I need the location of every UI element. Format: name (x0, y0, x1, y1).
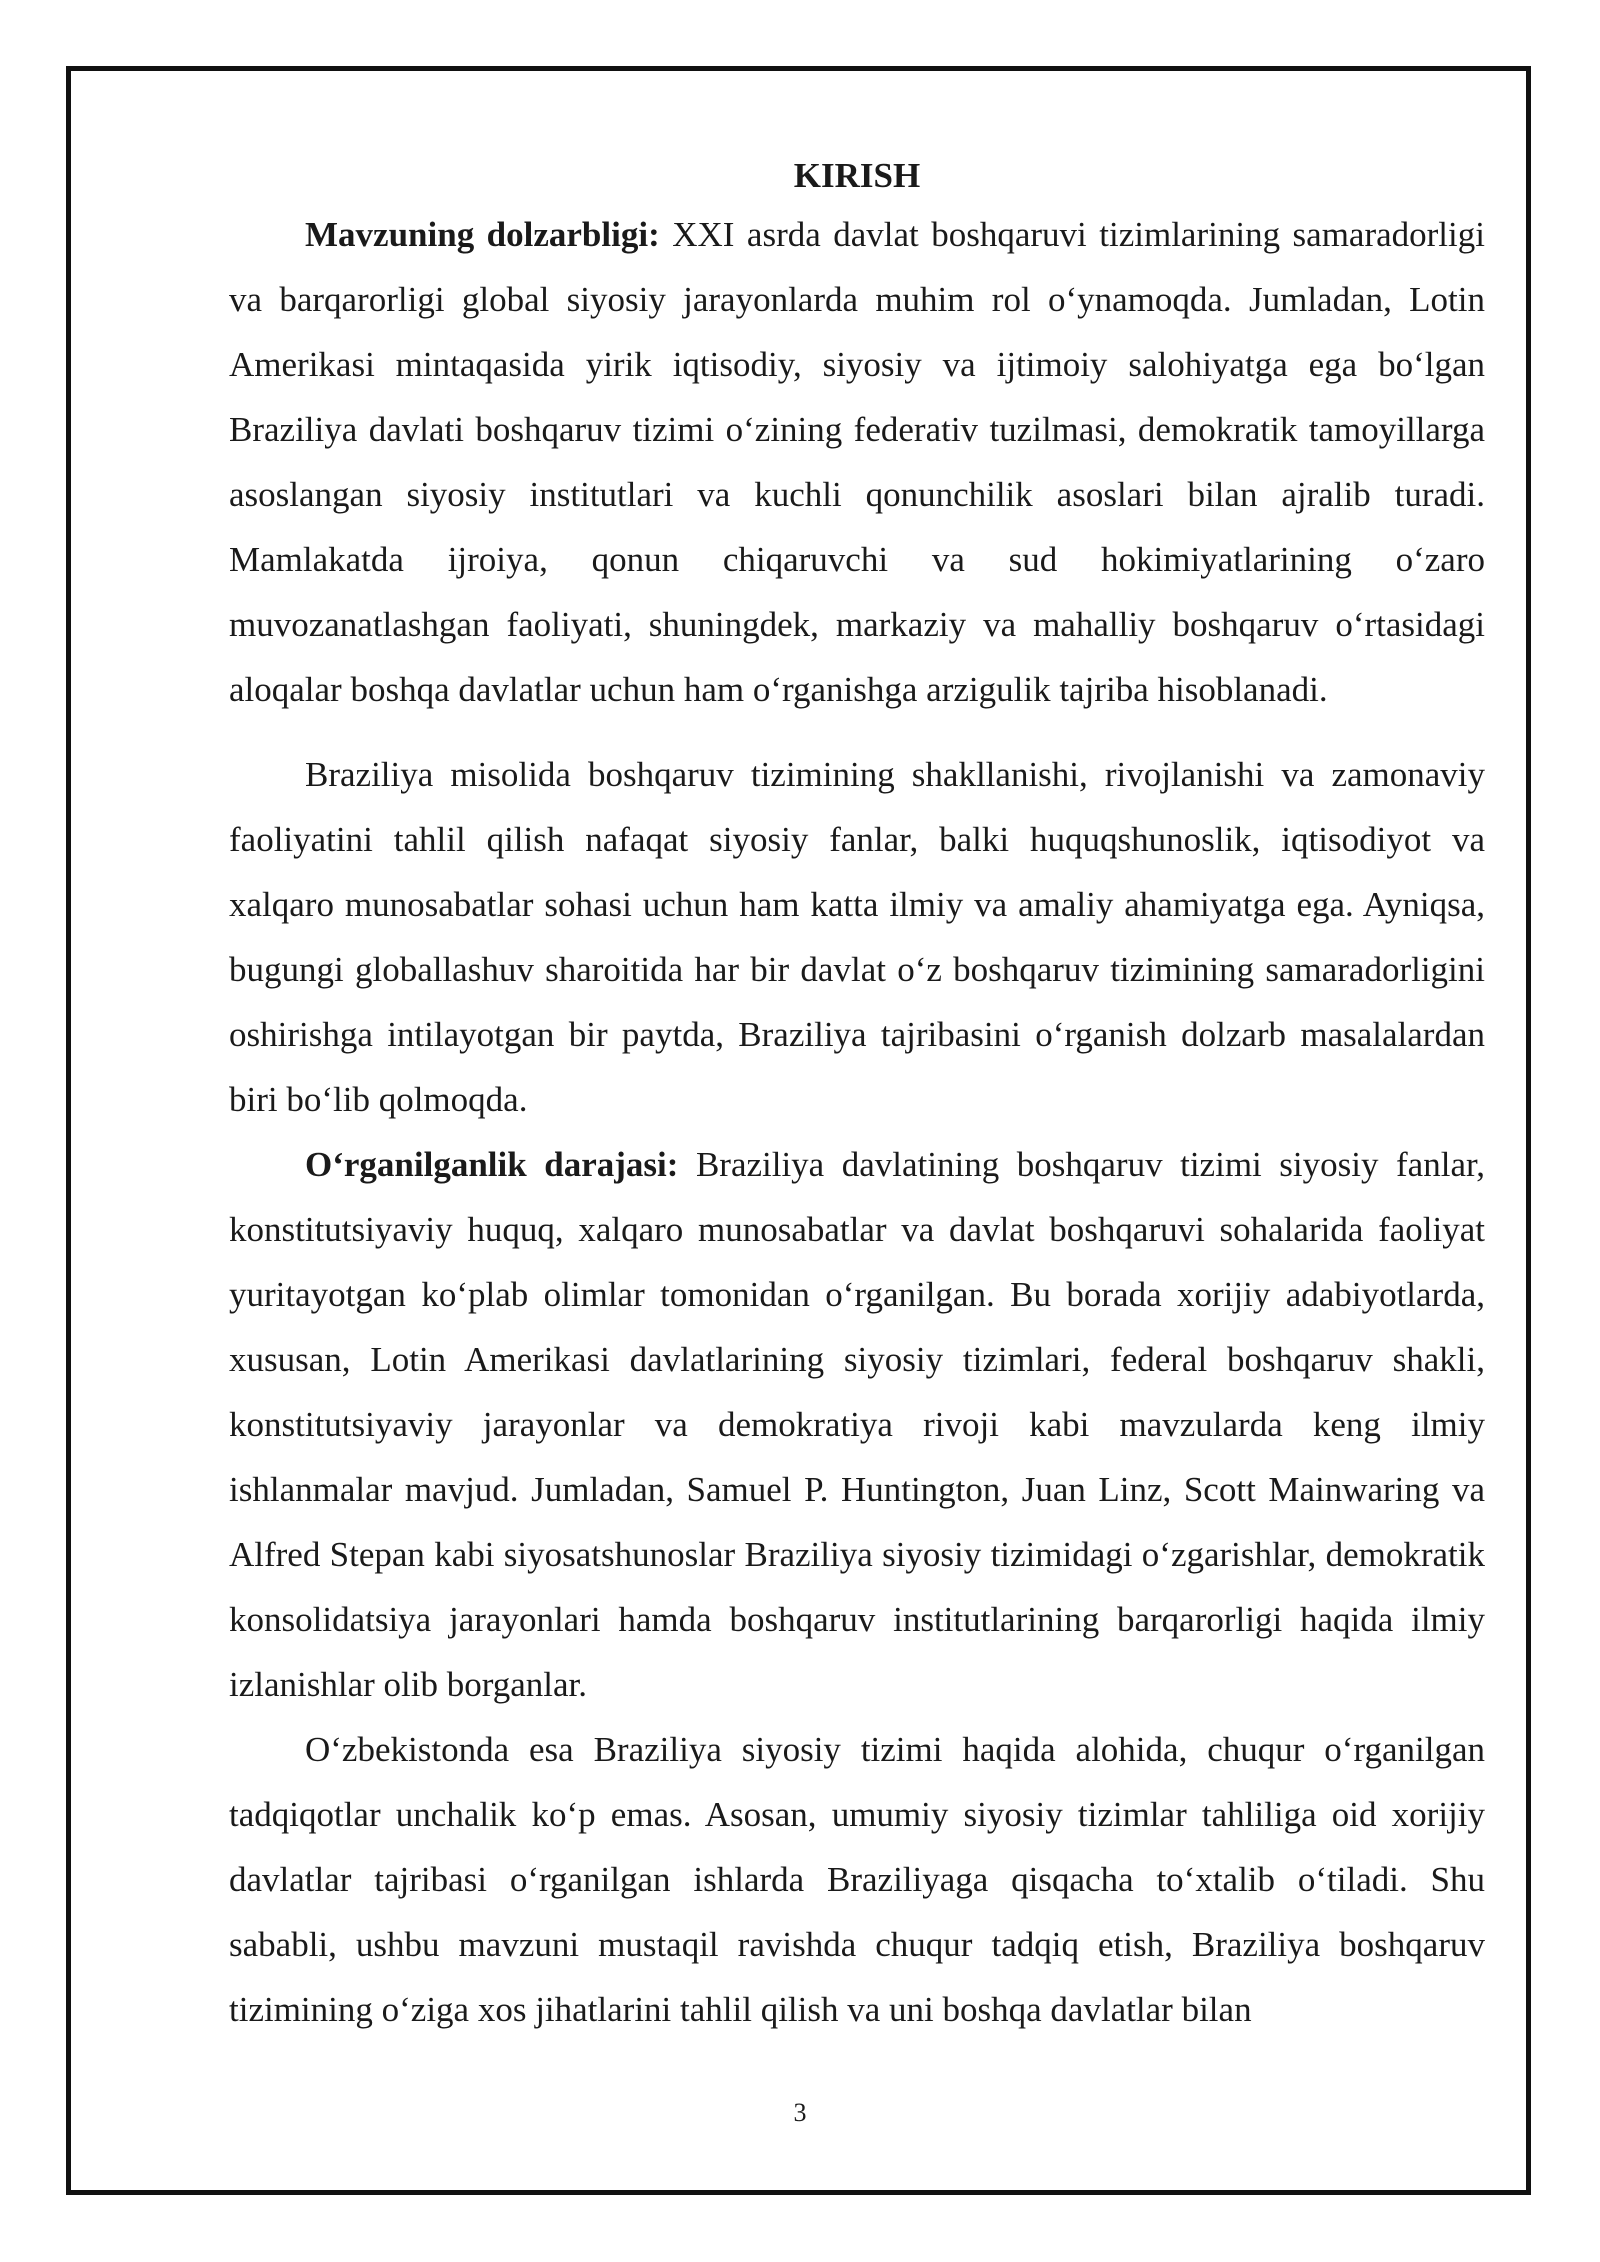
page-number: 3 (793, 2098, 807, 2127)
paragraph-brazil-example (229, 742, 1485, 1132)
section-heading: KIRISH (793, 156, 921, 195)
paragraph-text: XXI asrda davlat boshqaruvi tizimlarining samaradorligi va barqarorligi global siyosiy jarayonlarda muhim rol o‘ynamoqda. Jumladan, Lotin Amerikasi mintaqasida yirik iqtisodiy, siyosiy va ijtimoiy salohiyatga ega bo‘lgan Braziliya davlati boshqaruv tizimi o‘zining federativ tuzilmasi, demokratik tamoyillarga asoslangan siyosiy institutlari va kuchli qonunchilik asoslari bilan ajralib turadi. Mamlakatda ijroiya, qonun chiqaruvchi va sud hokimiyatlarining o‘zaro muvozanatlashgan faoliyati, shuningdek, markaziy va mahalliy boshqaruv o‘rtasidagi aloqalar boshqa davlatlar uchun ham o‘rganishga arzigulik tajriba hisoblanadi. (229, 215, 1485, 709)
paragraph-lead: Mavzuning dolzarbligi: (305, 215, 660, 254)
paragraph-uzbekistan (229, 1717, 1485, 2042)
paragraph-lead: O‘rganilganlik darajasi: (305, 1145, 679, 1184)
document-body (229, 150, 1485, 2042)
paragraph-text: Braziliya davlatining boshqaruv tizimi siyosiy fanlar, konstitutsiyaviy huquq, xalqaro munosabatlar va davlat boshqaruvi sohalarida faoliyat yuritayotgan ko‘plab olimlar tomonidan o‘rganilgan. Bu borada xorijiy adabiyotlarda, xususan, Lotin Amerikasi davlatlarining siyosiy tizimlari, federal boshqaruv shakli, konstitutsiyaviy jarayonlar va demokratiya rivoji kabi mavzularda keng ilmiy ishlanmalar mavjud. Jumladan, Samuel P. Huntington, Juan Linz, Scott Mainwaring va Alfred Stepan kabi siyosatshunoslar Braziliya siyosiy tizimidagi o‘zgarishlar, demokratik konsolidatsiya jarayonlari hamda boshqaruv institutlarining barqarorligi haqida ilmiy izlanishlar olib borganlar. (229, 1145, 1485, 1704)
paragraph-study-level (229, 1132, 1485, 1717)
paragraph-text: O‘zbekistonda esa Braziliya siyosiy tizimi haqida alohida, chuqur o‘rganilgan tadqiqotlar unchalik ko‘p emas. Asosan, umumiy siyosiy tizimlar tahliliga oid xorijiy davlatlar tajribasi o‘rganilgan ishlarda Braziliyaga qisqacha to‘xtalib o‘tiladi. Shu sababli, ushbu mavzuni mustaqil ravishda chuqur tadqiq etish, Braziliya boshqaruv tizimining o‘ziga xos jihatlarini tahlil qilish va uni boshqa davlatlar bilan (229, 1730, 1485, 2029)
paragraph-text: Braziliya misolida boshqaruv tizimining shakllanishi, rivojlanishi va zamonaviy faoliyatini tahlil qilish nafaqat siyosiy fanlar, balki huquqshunoslik, iqtisodiyot va xalqaro munosabatlar sohasi uchun ham katta ilmiy va amaliy ahamiyatga ega. Ayniqsa, bugungi globallashuv sharoitida har bir davlat o‘z boshqaruv tizimining samaradorligini oshirishga intilayotgan bir paytda, Braziliya tajribasini o‘rganish dolzarb masalalardan biri bo‘lib qolmoqda. (229, 755, 1485, 1119)
paragraph-relevance (229, 202, 1485, 722)
